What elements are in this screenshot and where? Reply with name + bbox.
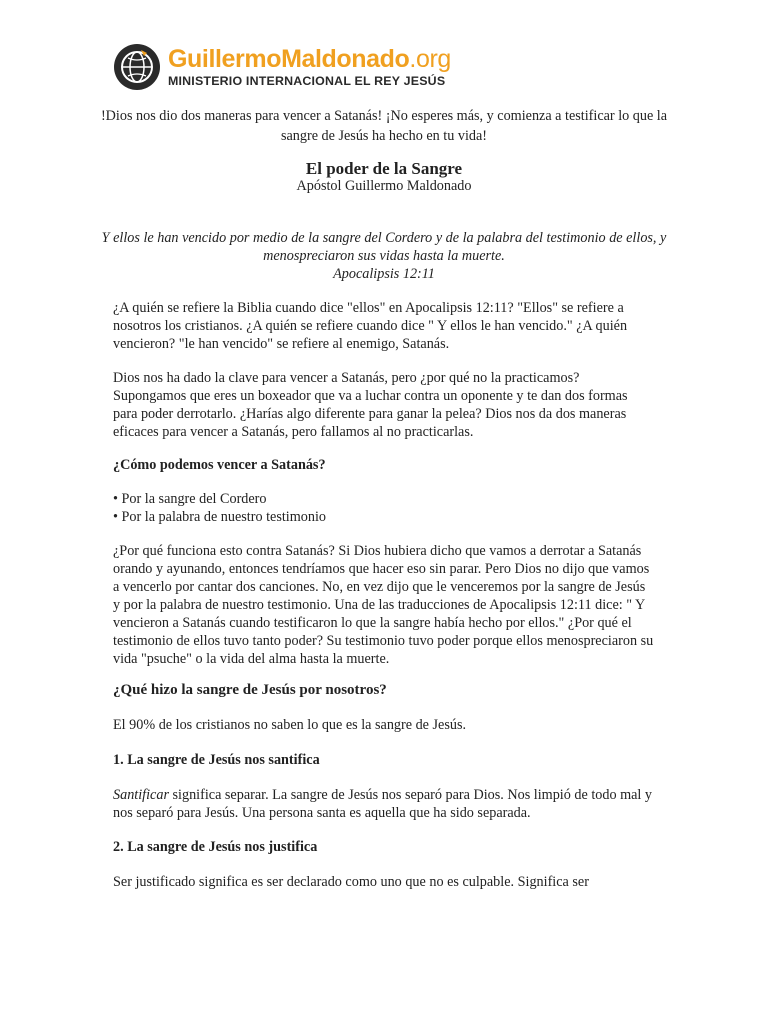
- section-heading: ¿Cómo podemos vencer a Satanás?: [113, 457, 326, 473]
- scripture-reference: Apocalipsis 12:11: [333, 266, 435, 282]
- scripture-quote: [100, 229, 668, 283]
- paragraph: [113, 786, 655, 822]
- document-author: Apóstol Guillermo Maldonado: [296, 178, 472, 194]
- paragraph: Dios nos ha dado la clave para vencer a Satanás, pero ¿por qué no la practicamos? Supongamos que eres un boxeador que va a luchar contra un oponente y te dan dos formas para poder derrotarlo. ¿Harías algo diferente para ganar la pelea? Dios nos da dos maneras eficaces para vencer a Satanás, pero fallamos al no practicarlas.: [113, 370, 628, 440]
- paragraph: ¿Por qué funciona esto contra Satanás? Si Dios hubiera dicho que vamos a derrotar a Satanás orando y ayunando, entonces tendríamos que hacer eso sin parar. Pero Dios no dijo que vamos a vencerlo por cantar dos canciones. No, en vez dijo que le venceremos por la sangre de Jesús y por la palabra de nuestro testimonio. Una de las traducciones de Apocalipsis 12:11 dice: " Y vencieron a Satanás cuando testificaron lo que la sangre había hecho por ellos." ¿Por qué el testimonio de ellos tuvo tanto poder? Su testimonio tuvo poder porque ellos menospreciaron su vida "psuche" o la vida del alma hasta la muerte.: [113, 543, 654, 667]
- scripture-text: Y ellos le han vencido por medio de la sangre del Cordero y de la palabra del testimonio de ellos, y menospreciaron sus vidas hasta la muerte.: [101, 230, 667, 264]
- intro-text: !Dios nos dio dos maneras para vencer a Satanás! ¡No esperes más, y comienza a testificar lo que la sangre de Jesús ha hecho en tu vida!: [100, 108, 668, 144]
- section-heading: ¿Qué hizo la sangre de Jesús por nosotros?: [113, 682, 387, 698]
- globe-icon: [114, 44, 160, 90]
- term: Santificar: [113, 787, 169, 803]
- ministry-logo[interactable]: [114, 42, 451, 92]
- paragraph: ¿A quién se refiere la Biblia cuando dice "ellos" en Apocalipsis 12:11? "Ellos" se refiere a nosotros los cristianos. ¿A quién se refiere cuando dice " Y ellos le han vencido." ¿A quién vencieron? "le han vencido" se refiere al enemigo, Satanás.: [113, 300, 628, 352]
- section-heading: 1. La sangre de Jesús nos santifica: [113, 752, 320, 768]
- section-heading: 2. La sangre de Jesús nos justifica: [113, 839, 318, 855]
- paragraph-text: significa separar. La sangre de Jesús nos separó para Dios. Nos limpió de todo mal y nos separó para Jesús. Una persona santa es aquella que ha sido separada.: [113, 787, 653, 821]
- paragraph: El 90% de los cristianos no saben lo que es la sangre de Jesús.: [113, 717, 467, 733]
- bullet-list: [113, 490, 655, 526]
- list-item: • Por la sangre del Cordero: [113, 491, 267, 507]
- document-title: El poder de la Sangre: [305, 159, 463, 178]
- paragraph: Ser justificado significa es ser declarado como uno que no es culpable. Significa ser: [113, 874, 589, 890]
- list-item: • Por la palabra de nuestro testimonio: [113, 509, 326, 525]
- logo-subtitle: MINISTERIO INTERNACIONAL EL REY JESÚS: [168, 73, 446, 88]
- logo-name: GuillermoMaldonado.org: [168, 44, 451, 73]
